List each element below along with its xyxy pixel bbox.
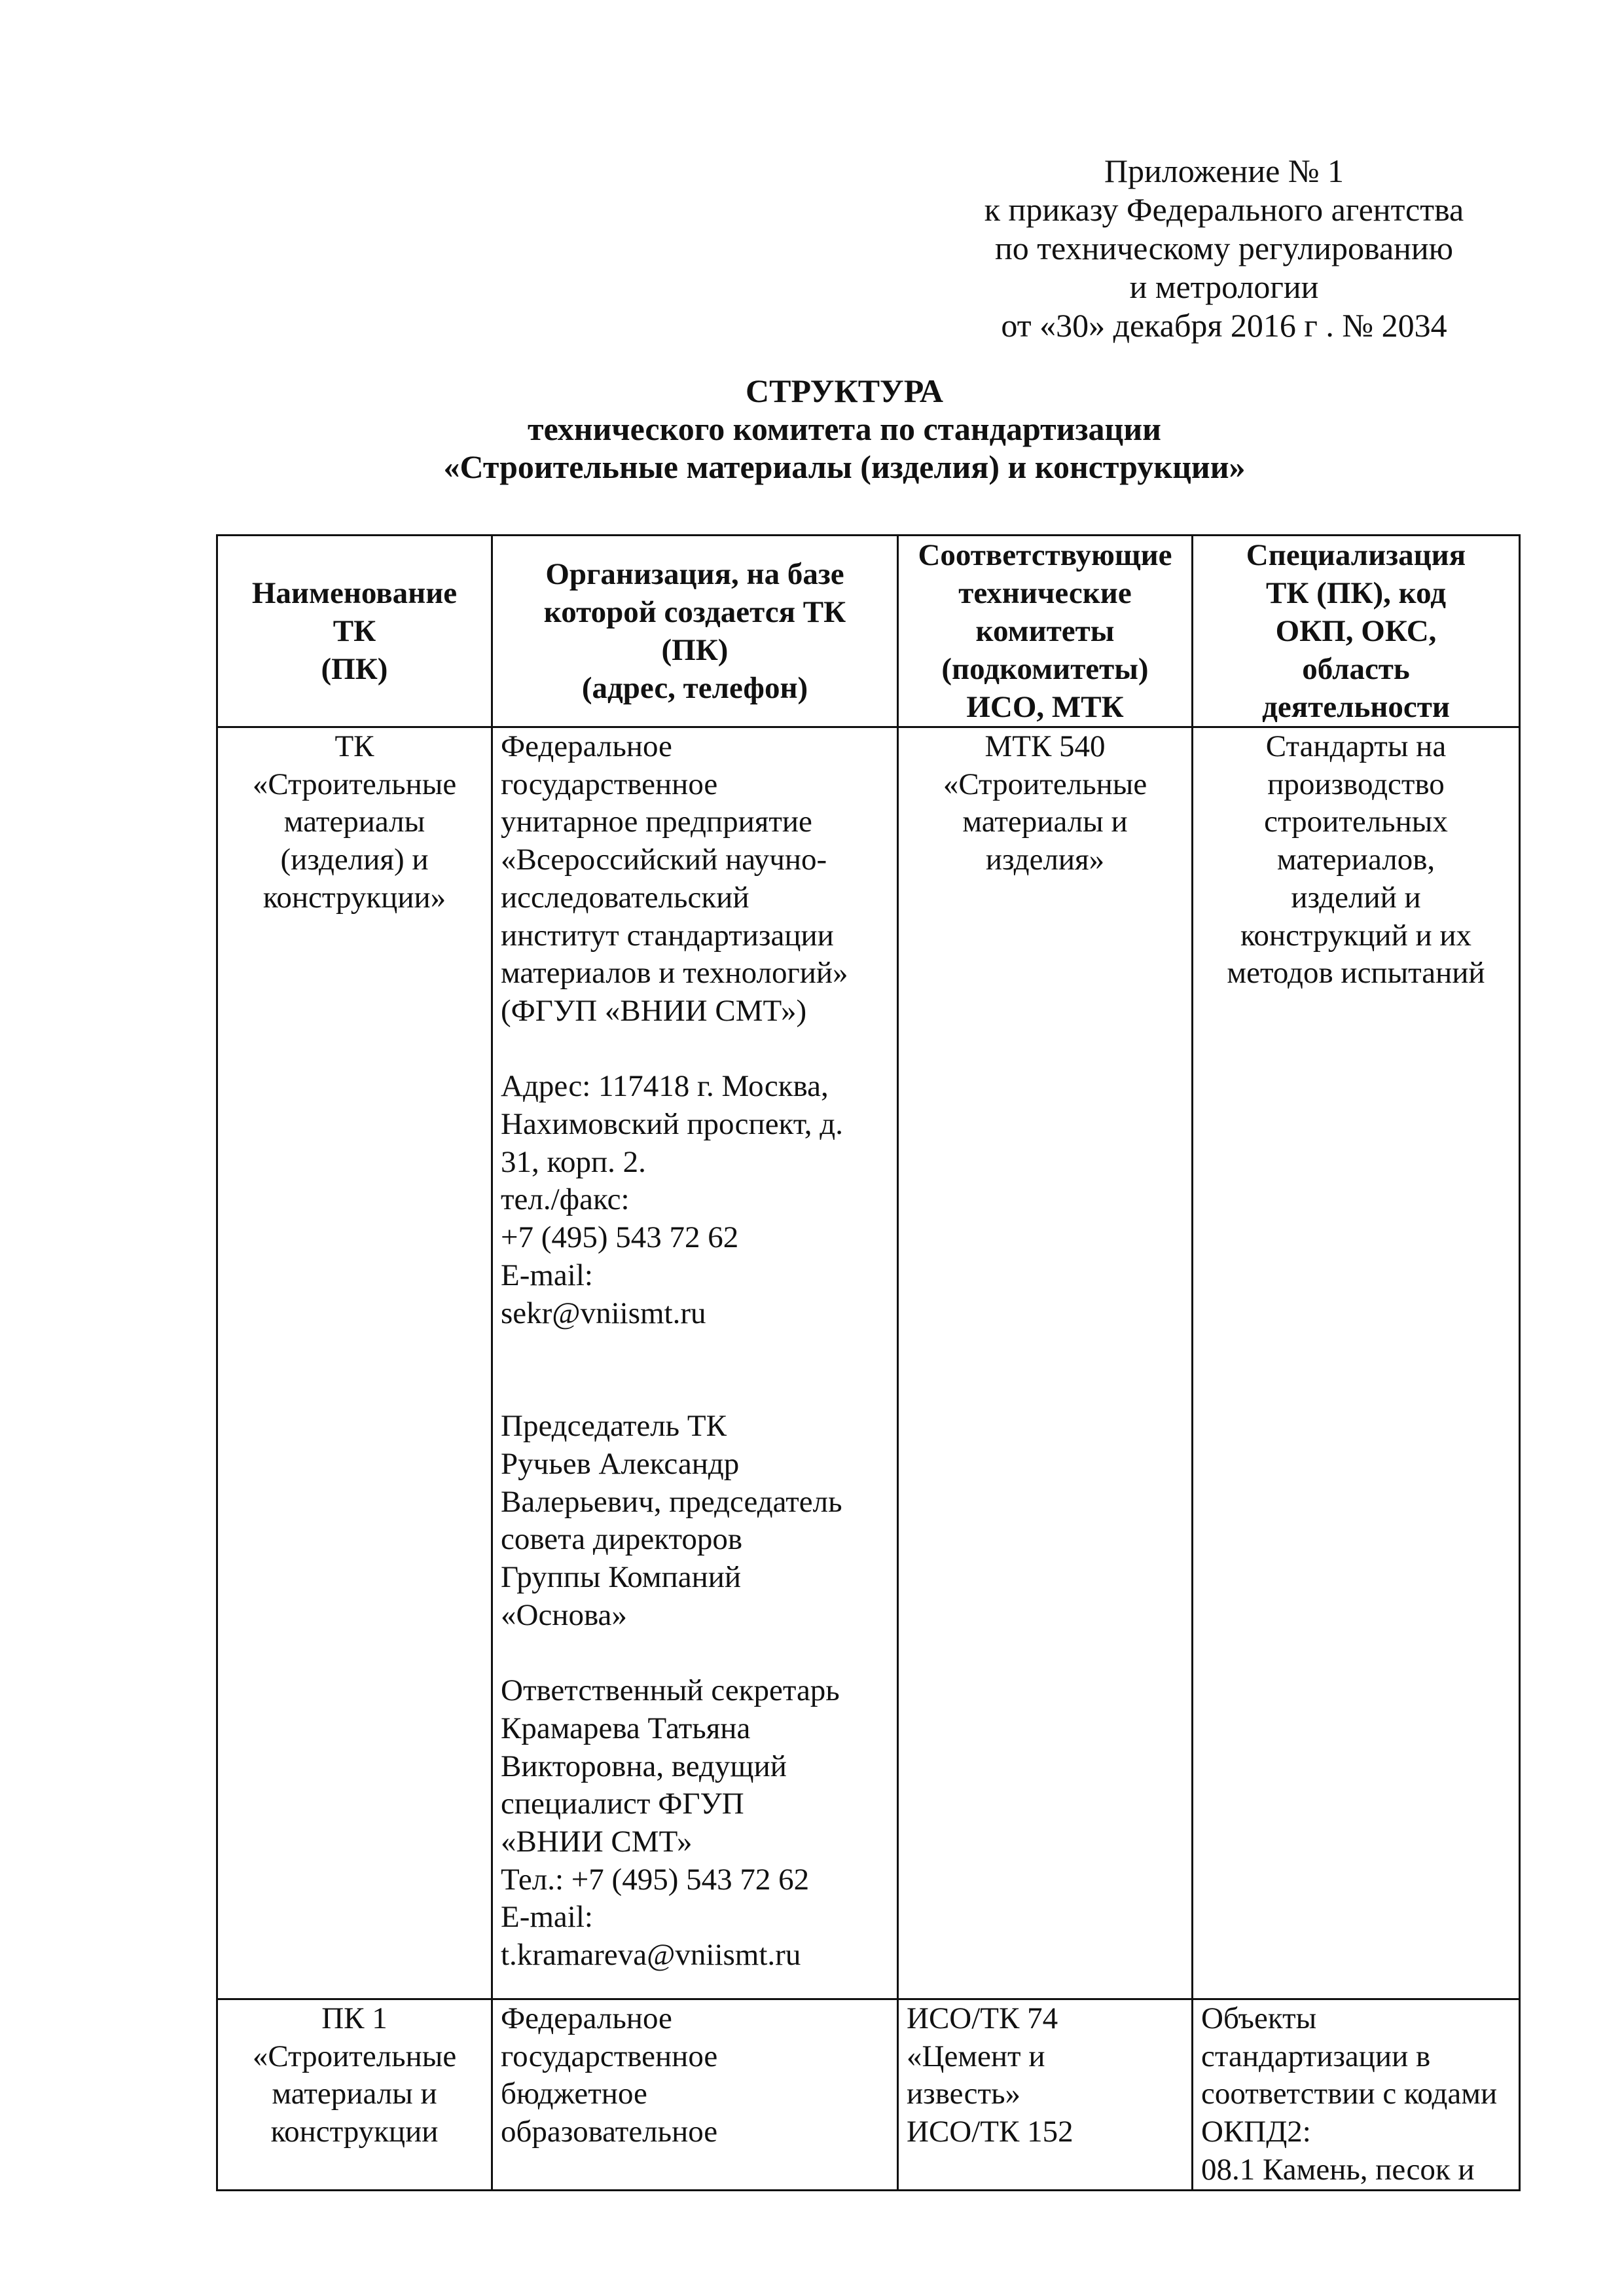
- appendix-line: от «30» декабря 2016 г . № 2034: [1001, 307, 1447, 344]
- secretary-phone: Тел.: +7 (495) 543 72 62: [501, 1862, 810, 1897]
- chairman: Председатель ТК: [501, 1409, 727, 1444]
- tk-name-cell: ТК «Строительные материалы (изделия) и конструкции»: [217, 727, 492, 1999]
- secretary-email: t.kramareva@vniismt.ru: [501, 1938, 801, 1973]
- document-title: [196, 372, 1492, 486]
- appendix-line: Приложение № 1: [1104, 153, 1344, 189]
- appendix-header: [903, 152, 1545, 345]
- tk-organization-cell: Федеральное государственное унитарное предприятие «Всероссийский научно- исследовательский институт стандартизации материалов и технологий» (ФГУП «ВНИИ СМТ») Адрес: 117418 г. Москва, Нахимовский проспект, д. 31, корп. 2. тел./факс: +7 (495) 543 72 62 E-mail: sekr@vniismt.ru Председатель ТК Ручьев Александр Валерьевич, председатель совета директоров Группы Компаний «Основа» Ответственный секретарь Крамарева Татьяна Викторовна, ведущий специалист ФГУП «ВНИИ СМТ» Тел.: +7 (495) 543 72 62 E-mail: t.kramareva@vniismt.ru: [492, 727, 898, 1999]
- table-row: [217, 1999, 1520, 2191]
- title-committee-name: «Строительные материалы (изделия) и конструкции»: [443, 448, 1246, 485]
- secretary: Ответственный секретарь: [501, 1673, 840, 1708]
- table-header-row: [217, 536, 1520, 727]
- phone: +7 (495) 543 72 62: [501, 1220, 739, 1255]
- appendix-line: и метрологии: [1129, 268, 1319, 305]
- pk1-committees-cell: ИСО/ТК 74 «Цемент и известь» ИСО/ТК 152: [898, 1999, 1193, 2191]
- tk-specialization-cell: Стандарты на производство строительных материалов, изделий и конструкций и их методов испытаний: [1193, 727, 1520, 1999]
- header-organization: Организация, на базе которой создается ТК (ПК) (адрес, телефон): [492, 536, 898, 727]
- address: Адрес: 117418 г. Москва,: [501, 1069, 829, 1104]
- pk1-specialization-cell: Объекты стандартизации в соответствии с кодами ОКПД2: 08.1 Камень, песок и: [1193, 1999, 1520, 2191]
- structure-table: [216, 534, 1521, 2191]
- title-subtitle: технического комитета по стандартизации: [528, 410, 1161, 447]
- pk1-organization-cell: Федеральное государственное бюджетное образовательное: [492, 1999, 898, 2191]
- appendix-line: к приказу Федерального агентства: [984, 191, 1464, 228]
- header-specialization: Специализация ТК (ПК), код ОКП, ОКС, область деятельности: [1193, 536, 1520, 727]
- appendix-line: по техническому регулированию: [994, 230, 1454, 266]
- title-heading: СТРУКТУРА: [745, 373, 943, 409]
- table-row: [217, 727, 1520, 1999]
- header-name: Наименование ТК (ПК): [217, 536, 492, 727]
- tk-committees-cell: МТК 540 «Строительные материалы и изделия»: [898, 727, 1193, 1999]
- email: sekr@vniismt.ru: [501, 1296, 706, 1330]
- pk1-name-cell: ПК 1 «Строительные материалы и конструкции: [217, 1999, 492, 2191]
- header-committees: Соответствующие технические комитеты (подкомитеты) ИСО, МТК: [898, 536, 1193, 727]
